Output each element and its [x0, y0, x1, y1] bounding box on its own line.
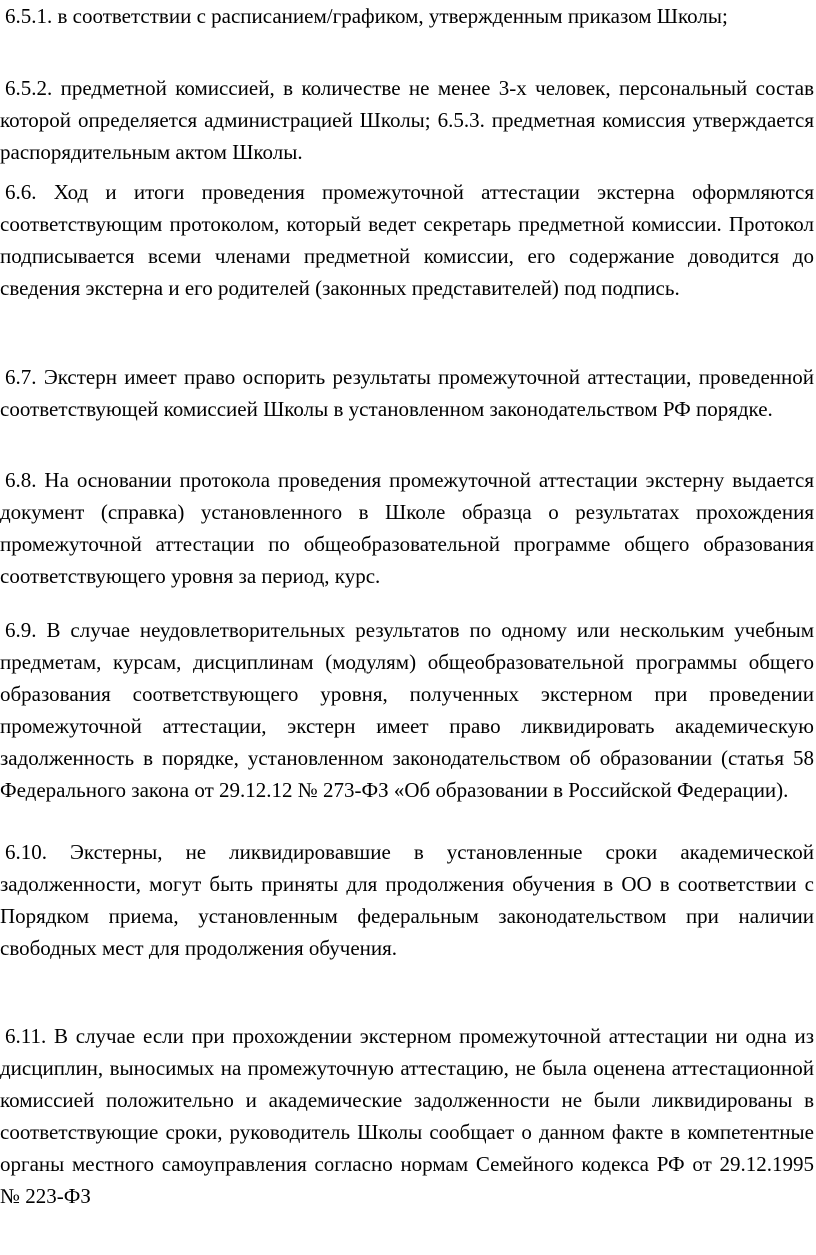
- paragraph-6-6: [0, 176, 814, 304]
- paragraph-text: 6.9. В случае неудовлетворительных результатов по одному или нескольким учебным предметам, курсам, дисциплинам (модулям) общеобразовательной программы общего образования соответствующего уровня, полученных экстерном при проведении промежуточной аттестации, экстерн имеет право ликвидировать академическую задолженность в порядке, установленном законодательством об образовании (статья 58 Федерального закона от 29.12.12 № 273-ФЗ «Об образовании в Российской Федерации).: [0, 618, 814, 802]
- paragraph-text: 6.10. Экстерны, не ликвидировавшие в установленные сроки академической задолженности, могут быть приняты для продолжения обучения в ОО в соответствии с Порядком приема, установленным федеральным законодательством при наличии свободных мест для продолжения обучения.: [0, 840, 814, 960]
- paragraph-6-5-2: [0, 72, 814, 168]
- paragraph-text: 6.6. Ход и итоги проведения промежуточной аттестации экстерна оформляются соответствующим протоколом, который ведет секретарь предметной комиссии. Протокол подписывается всеми членами предметной комиссии, его содержание доводится до сведения экстерна и его родителей (законных представителей) под подпись.: [0, 180, 814, 300]
- paragraph-6-10: [0, 836, 814, 964]
- paragraph-text: 6.7. Экстерн имеет право оспорить результаты промежуточной аттестации, проведенной соответствующей комиссией Школы в установленном законодательством РФ порядке.: [0, 365, 814, 421]
- paragraph-text: 6.8. На основании протокола проведения промежуточной аттестации экстерну выдается документ (справка) установленного в Школе образца о результатах прохождения промежуточной аттестации по общеобразовательной программе общего образования соответствующего уровня за период, курс.: [0, 468, 814, 588]
- paragraph-text: 6.5.2. предметной комиссией, в количестве не менее 3-х человек, персональный состав которой определяется администрацией Школы; 6.5.3. предметная комиссия утверждается распорядительным актом Школы.: [0, 76, 814, 164]
- paragraph-6-11: [0, 1020, 814, 1212]
- paragraph-6-8: [0, 464, 814, 592]
- paragraph-text: 6.11. В случае если при прохождении экстерном промежуточной аттестации ни одна из дисциплин, выносимых на промежуточную аттестацию, не была оценена аттестационной комиссией положительно и академические задолженности не были ликвидированы в соответствующие сроки, руководитель Школы сообщает о данном факте в компетентные органы местного самоуправления согласно нормам Семейного кодекса РФ от 29.12.1995 № 223-ФЗ: [0, 1024, 814, 1208]
- paragraph-text: 6.5.1. в соответствии с расписанием/графиком, утвержденным приказом Школы;: [5, 4, 728, 28]
- paragraph-6-9: [0, 614, 814, 806]
- paragraph-6-7: [0, 361, 814, 425]
- paragraph-6-5-1: [0, 0, 814, 32]
